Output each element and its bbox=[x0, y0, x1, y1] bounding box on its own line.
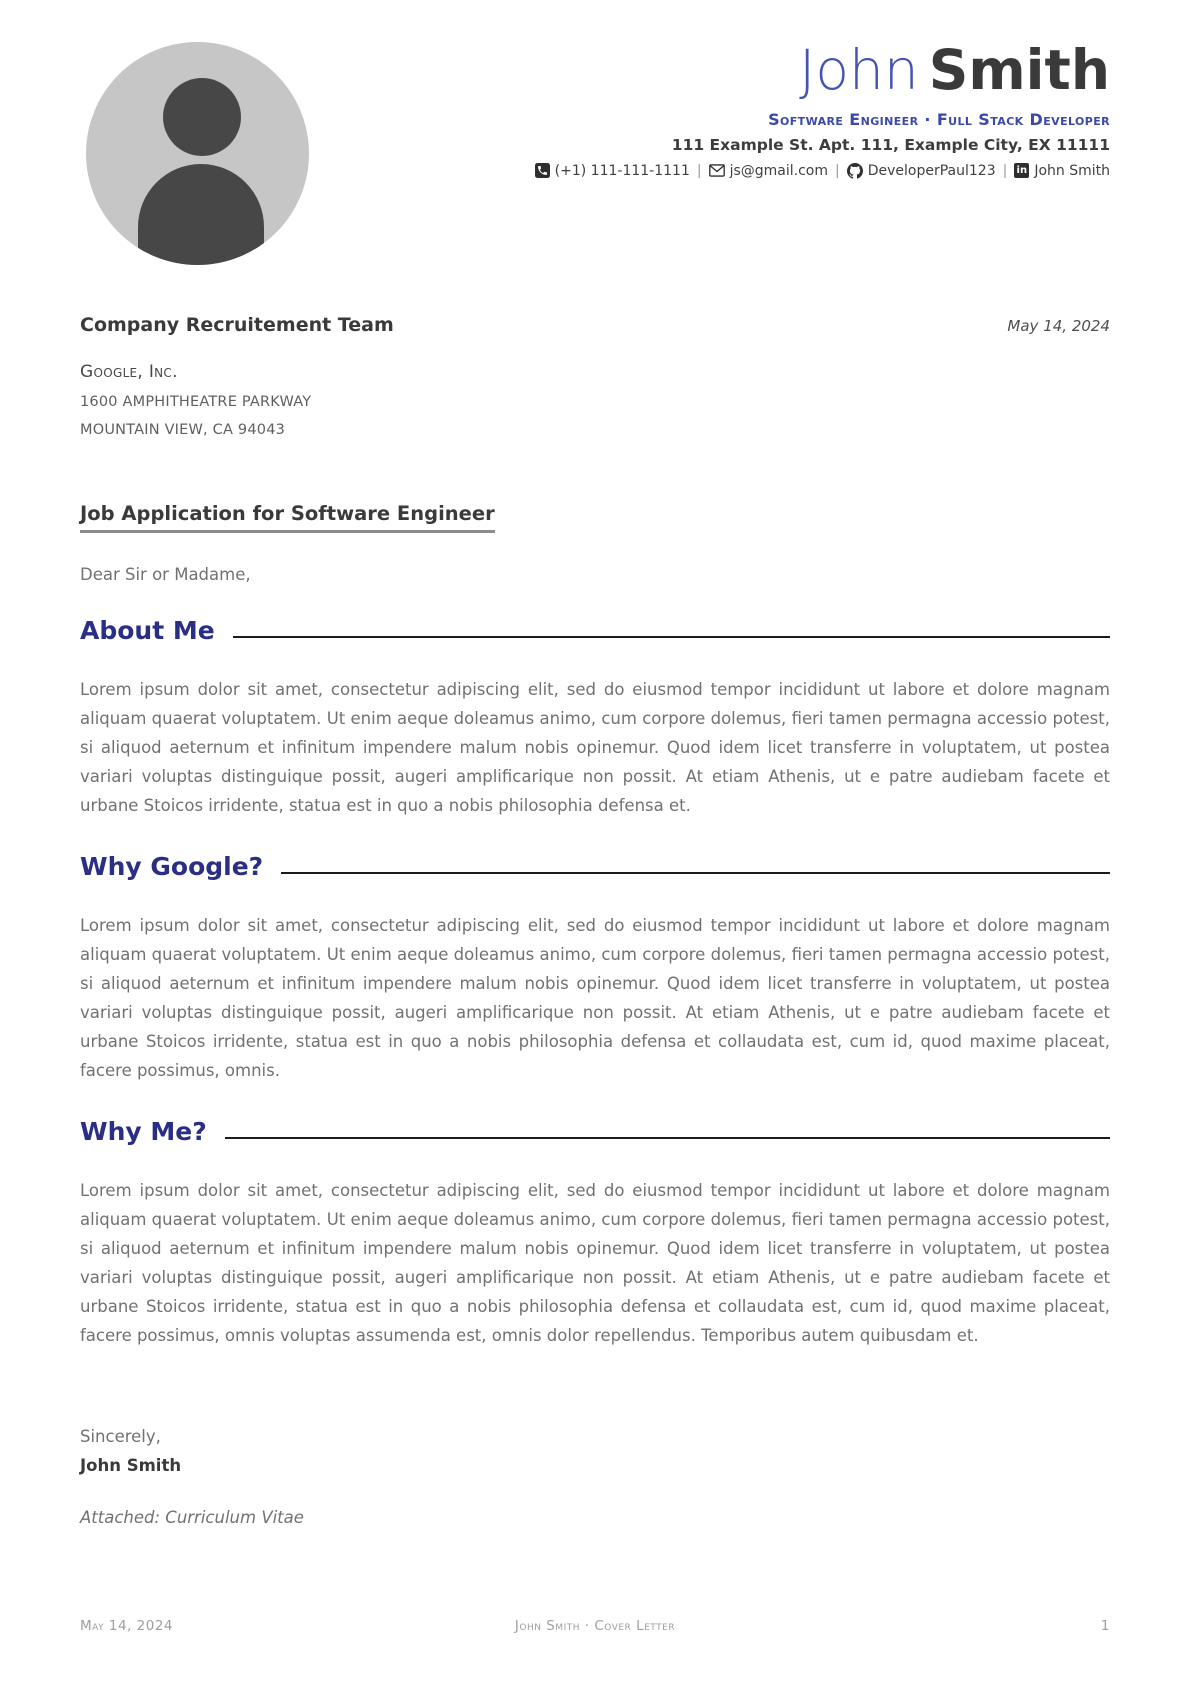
separator: | bbox=[1002, 162, 1008, 179]
first-name: John bbox=[799, 38, 919, 102]
section-body-why-me: Lorem ipsum dolor sit amet, consectetur adipiscing elit, sed do eiusmod tempor incididunt ut labore et dolore magnam aliquam quaerat voluptatem. Ut enim aeque doleamus animo, cum corpore dolemus, fieri tamen permagna accessio potest, si aliquod aeternum et infinitum impendere malum nobis opinemur. Quod idem licet transferre in voluptatem, ut postea variari voluptas distinguique possit, augeri amplificarique non possit. At etiam Athenis, ut e patre audiebam facete et urbane Stoicos irridente, statua est in quo a nobis philosophia defensa et collaudata est, cum id, quod maxime placeat, facere possimus, omnis voluptas assumenda est, omnis dolor repellendus. Temporibus autem quibusdam et. bbox=[80, 1181, 1110, 1345]
footer-page-number: 1 bbox=[1100, 1618, 1110, 1634]
section-heading-about-me bbox=[80, 616, 1110, 645]
last-name: Smith bbox=[928, 38, 1110, 102]
linkedin-link[interactable] bbox=[1014, 163, 1110, 179]
phone-link[interactable] bbox=[535, 163, 690, 179]
attachment-note: Attached: Curriculum Vitae bbox=[80, 1508, 304, 1527]
header-address: 111 Example St. Apt. 111, Example City, EX 11111 bbox=[671, 135, 1110, 154]
section-body-why-google: Lorem ipsum dolor sit amet, consectetur adipiscing elit, sed do eiusmod tempor incididunt ut labore et dolore magnam aliquam quaerat voluptatem. Ut enim aeque doleamus animo, cum corpore dolemus, fieri tamen permagna accessio potest, si aliquod aeternum et infinitum impendere malum nobis opinemur. Quod idem licet transferre in voluptatem, ut postea variari voluptas distinguique possit, augeri amplificarique non possit. At etiam Athenis, ut e patre audiebam facete et urbane Stoicos irridente, statua est in quo a nobis philosophia defensa et collaudata est, cum id, quod maxime placeat, facere possimus, omnis. bbox=[80, 916, 1110, 1080]
linkedin-icon: in bbox=[1014, 163, 1029, 178]
recipient-address-line2: MOUNTAIN VIEW, CA 94043 bbox=[80, 422, 286, 438]
avatar-person-icon bbox=[163, 78, 241, 156]
closing: Sincerely, bbox=[80, 1427, 161, 1446]
section-title: Why Me? bbox=[80, 1117, 207, 1146]
github-icon bbox=[847, 163, 863, 179]
section-title: About Me bbox=[80, 616, 215, 645]
recipient-address-line1: 1600 AMPHITHEATRE PARKWAY bbox=[80, 394, 312, 410]
salutation: Dear Sir or Madame, bbox=[80, 565, 251, 584]
email-address: js@gmail.com bbox=[729, 162, 828, 179]
email-link[interactable] bbox=[709, 163, 828, 179]
footer-title: John Smith · Cover Letter bbox=[514, 1618, 676, 1634]
subject-line: Job Application for Software Engineer bbox=[80, 502, 495, 533]
section-title: Why Google? bbox=[80, 852, 264, 881]
header bbox=[80, 0, 1110, 266]
separator: | bbox=[696, 162, 702, 179]
section-rule bbox=[281, 872, 1110, 875]
github-username: DeveloperPaul123 bbox=[867, 162, 996, 179]
recipient-team: Company Recruitement Team bbox=[80, 314, 394, 336]
phone-number: (+1) 111-111-1111 bbox=[554, 162, 690, 179]
recipient-row bbox=[80, 314, 1110, 336]
section-body-about-me: Lorem ipsum dolor sit amet, consectetur adipiscing elit, sed do eiusmod tempor incididunt ut labore et dolore magnam aliquam quaerat voluptatem. Ut enim aeque doleamus animo, cum corpore dolemus, fieri tamen permagna accessio potest, si aliquod aeternum et infinitum impendere malum nobis opinemur. Quod idem licet transferre in voluptatem, ut postea variari voluptas distinguique possit, augeri amplificarique non possit. At etiam Athenis, ut e patre audiebam facete et urbane Stoicos irridente, statua est in quo a nobis philosophia defensa et. bbox=[80, 680, 1110, 815]
page-footer bbox=[80, 1618, 1110, 1634]
section-heading-why-me bbox=[80, 1117, 1110, 1146]
phone-icon bbox=[535, 163, 550, 178]
github-link[interactable] bbox=[847, 163, 996, 179]
section-heading-why-google bbox=[80, 852, 1110, 881]
section-rule bbox=[233, 636, 1110, 639]
letter-date: May 14, 2024 bbox=[1007, 317, 1110, 335]
footer-date: May 14, 2024 bbox=[80, 1618, 174, 1634]
professional-title: Software Engineer · Full Stack Developer bbox=[768, 109, 1110, 129]
linkedin-name: John Smith bbox=[1034, 162, 1110, 179]
separator: | bbox=[835, 162, 840, 179]
avatar bbox=[86, 42, 309, 265]
signature-name: John Smith bbox=[80, 1456, 182, 1475]
recipient-company: Google, Inc. bbox=[80, 362, 178, 382]
email-icon bbox=[709, 164, 725, 177]
section-rule bbox=[225, 1137, 1110, 1140]
